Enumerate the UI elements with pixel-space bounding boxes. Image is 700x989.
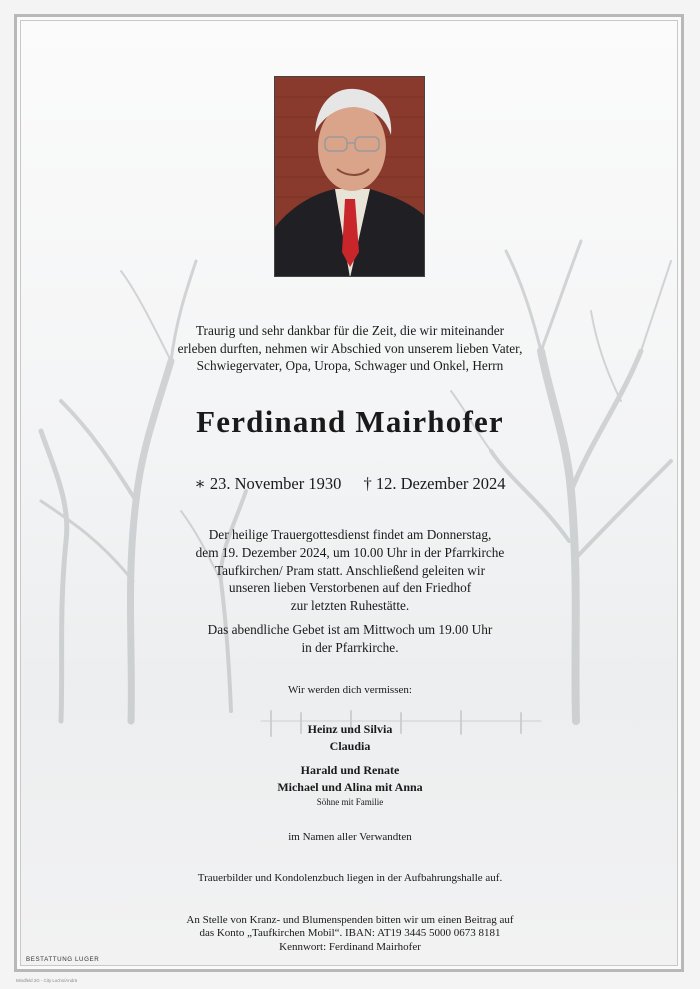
intro-line: erleben durften, nehmen wir Abschied von unserem lieben Vater, bbox=[177, 340, 523, 356]
intro-line: Traurig und sehr dankbar für die Zeit, die wir miteinander bbox=[195, 323, 505, 338]
intro-text bbox=[0, 322, 700, 375]
portrait-photo bbox=[274, 76, 425, 277]
death-date: † 12. Dezember 2024 bbox=[363, 474, 506, 493]
family-line: Harald und Renate bbox=[300, 763, 400, 777]
prayer-line: Das abendliche Gebet ist am Mittwoch um 19.00 Uhr bbox=[207, 622, 493, 637]
prayer-info bbox=[0, 621, 700, 657]
fineprint: Mindfeld 2G - City Lochs/Andrä bbox=[16, 978, 78, 983]
service-line: Der heilige Trauergottesdienst findet am Donnerstag, bbox=[208, 527, 492, 542]
miss-line: Wir werden dich vermissen: bbox=[288, 684, 412, 696]
deceased-name: Ferdinand Mairhofer bbox=[196, 404, 504, 439]
prayer-line: in der Pfarrkirche. bbox=[301, 639, 399, 655]
service-line: zur letzten Ruhestätte. bbox=[290, 598, 410, 614]
family-line: Heinz und Silvia bbox=[307, 722, 393, 736]
family-group-1 bbox=[0, 721, 700, 754]
pictures-note: Trauerbilder und Kondolenzbuch liegen in der Aufbahrungshalle auf. bbox=[197, 872, 503, 884]
donation-info bbox=[0, 914, 700, 954]
service-line: Taufkirchen/ Pram statt. Anschließend geleiten wir bbox=[214, 562, 486, 578]
funeral-home-label: BESTATTUNG LUGER bbox=[26, 956, 100, 963]
service-info bbox=[0, 526, 700, 615]
family-group-2 bbox=[0, 762, 700, 795]
family-line: Claudia bbox=[329, 738, 371, 753]
donation-line: An Stelle von Kranz- und Blumenspenden bitten wir um einen Beitrag auf bbox=[186, 914, 514, 926]
birth-date: ∗ 23. November 1930 bbox=[194, 474, 342, 493]
sons-note: Söhne mit Familie bbox=[316, 797, 384, 807]
donation-line: das Konto „Taufkirchen Mobil“. IBAN: AT19 3445 5000 0673 8181 bbox=[199, 927, 501, 940]
relatives-note: im Namen aller Verwandten bbox=[288, 831, 412, 843]
intro-line: Schwiegervater, Opa, Uropa, Schwager und Onkel, Herrn bbox=[196, 358, 504, 373]
service-line: unseren lieben Verstorbenen auf den Friedhof bbox=[228, 580, 472, 596]
family-line: Michael und Alina mit Anna bbox=[277, 779, 423, 794]
donation-line: Kennwort: Ferdinand Mairhofer bbox=[279, 940, 421, 953]
life-dates bbox=[0, 474, 700, 494]
service-line: dem 19. Dezember 2024, um 10.00 Uhr in der Pfarrkirche bbox=[195, 544, 505, 560]
